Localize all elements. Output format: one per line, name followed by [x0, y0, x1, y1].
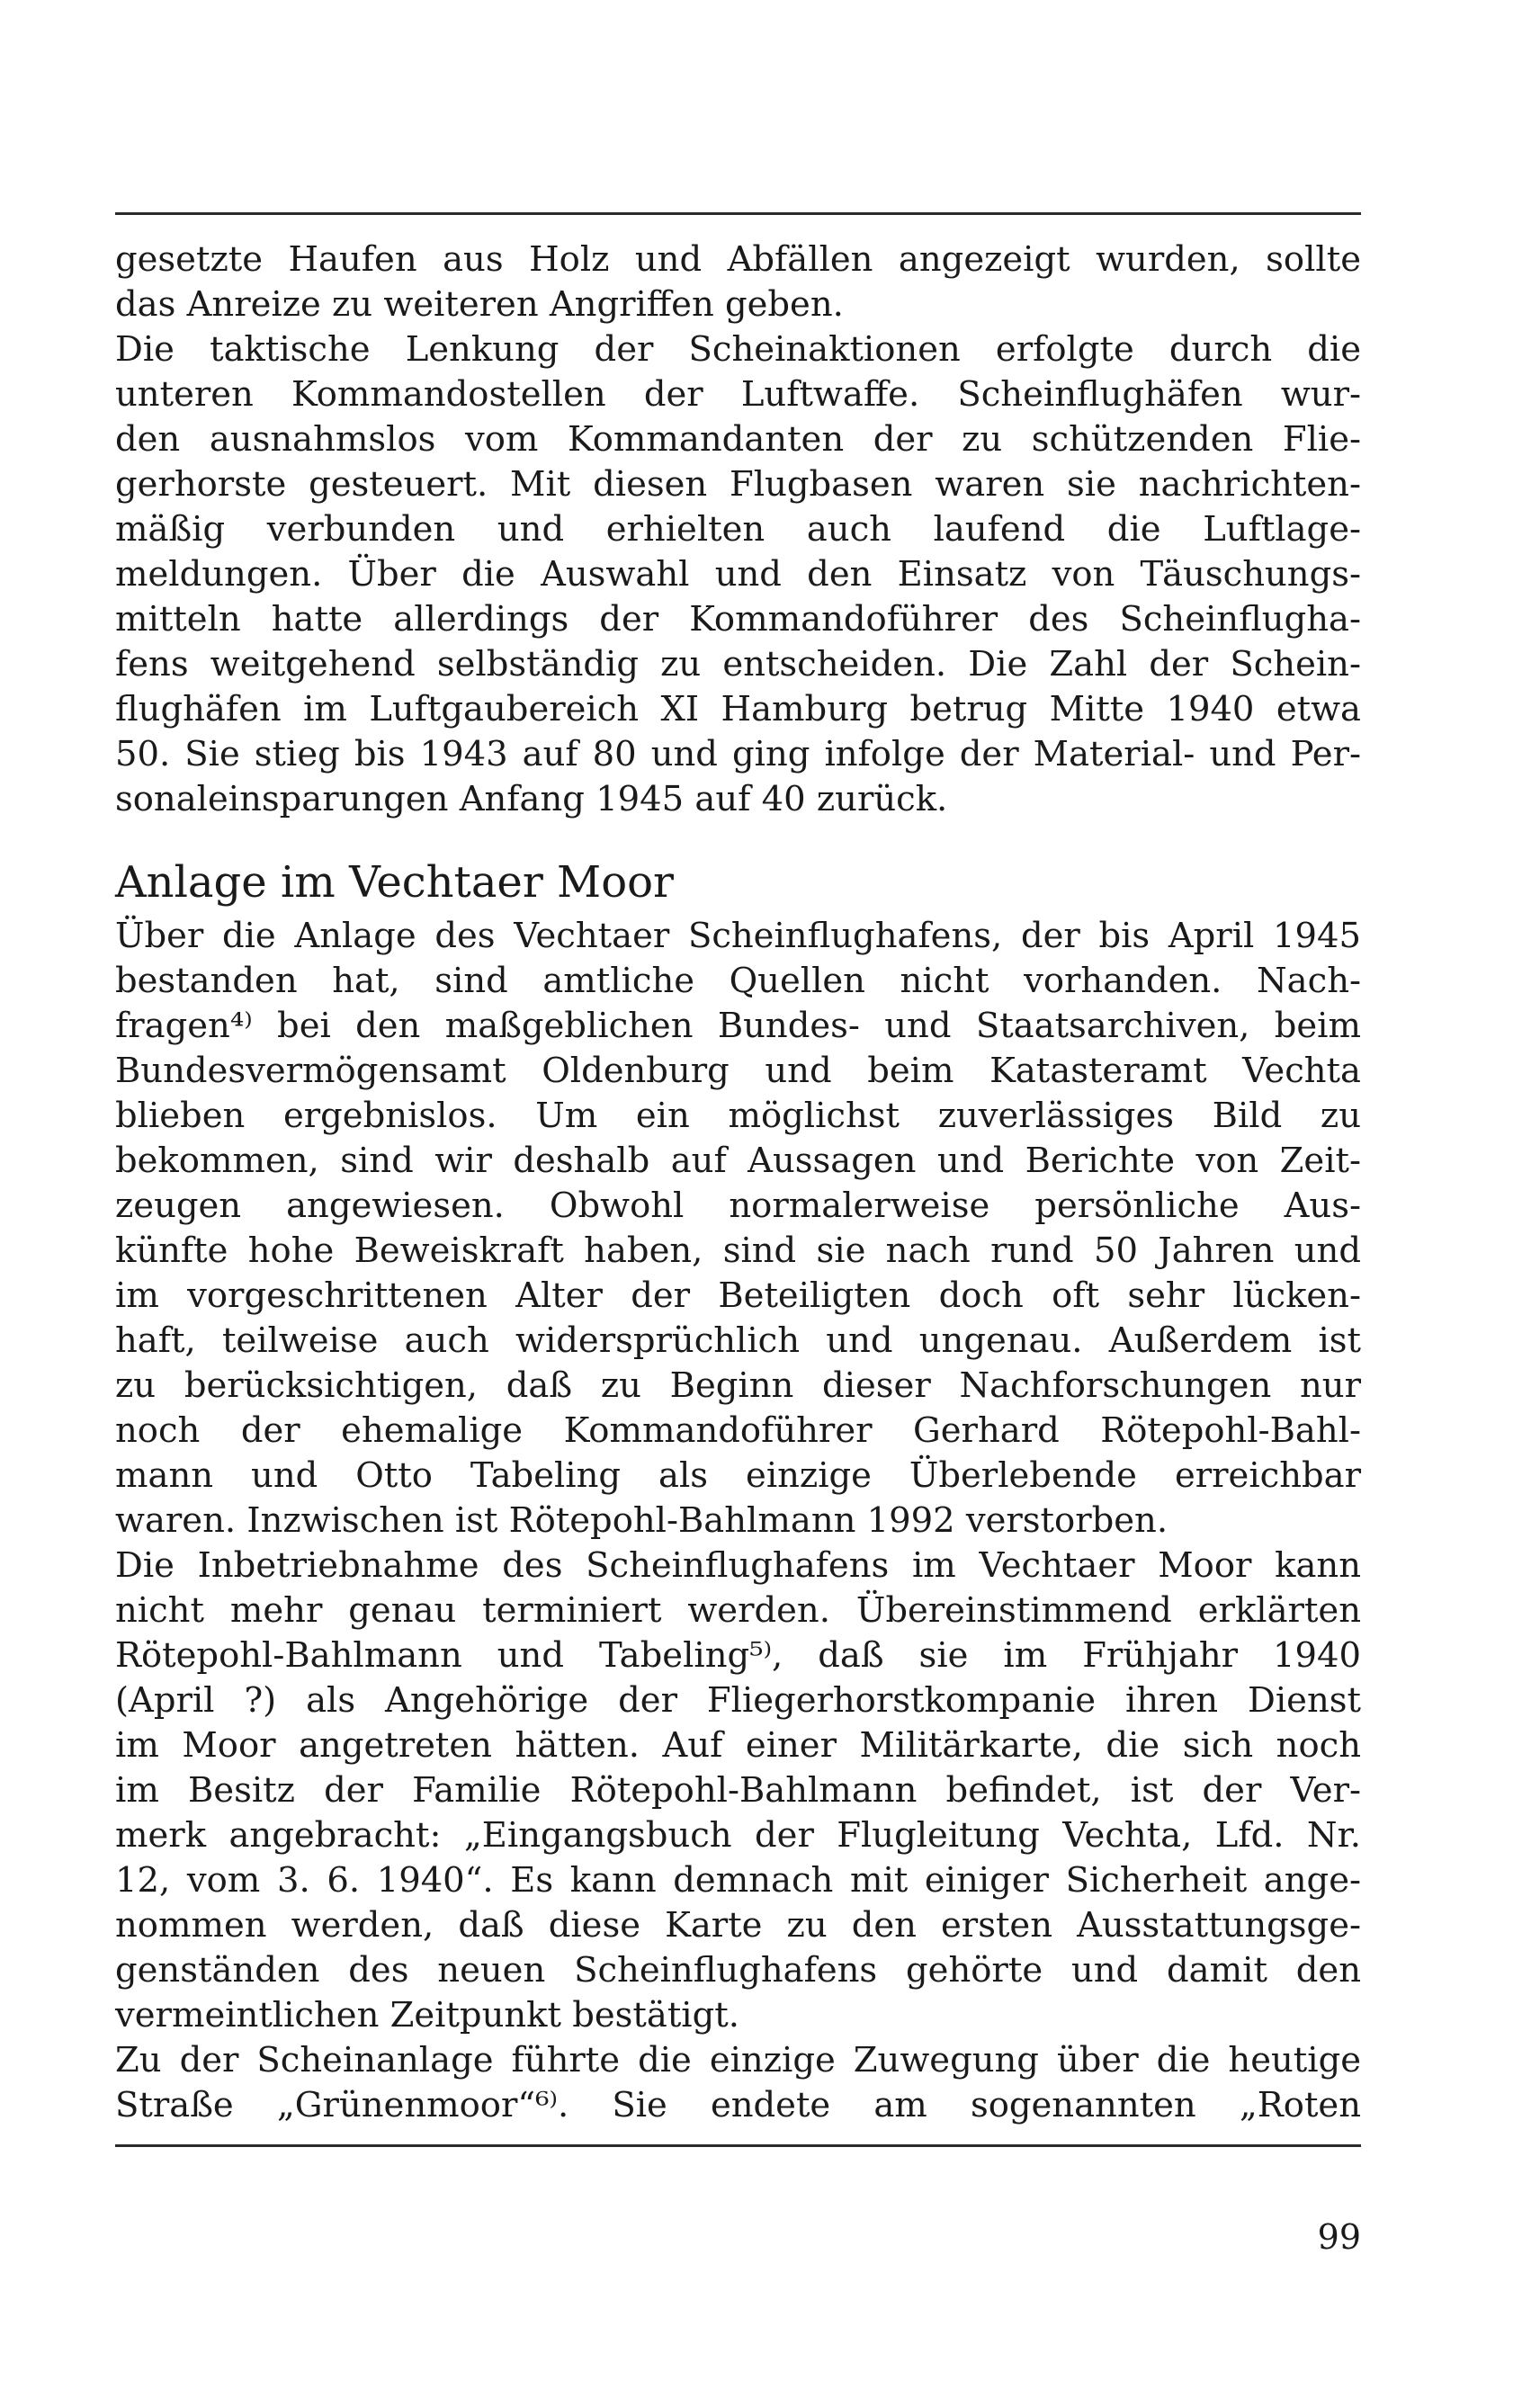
- text-line: im vorgeschrittenen Alter der Beteiligten doch oft sehr lücken-: [115, 1275, 1361, 1316]
- text-line: Rötepohl-Bahlmann und Tabeling⁵⁾, daß sie im Frühjahr 1940: [115, 1635, 1361, 1676]
- text-line: bekommen, sind wir deshalb auf Aussagen und Berichte von Zeit-: [115, 1141, 1361, 1181]
- text-line: sonaleinsparungen Anfang 1945 auf 40 zurück.: [115, 779, 948, 819]
- bottom-rule: [115, 2144, 1361, 2147]
- text-line: genständen des neuen Scheinflughafens gehörte und damit den: [115, 1950, 1361, 1991]
- text-line: im Besitz der Familie Rötepohl-Bahlmann befindet, ist der Ver-: [115, 1770, 1361, 1811]
- text-line: 50. Sie stieg bis 1943 auf 80 und ging infolge der Material- und Per-: [115, 734, 1361, 774]
- text-line: noch der ehemalige Kommandoführer Gerhard Rötepohl-Bahl-: [115, 1410, 1361, 1451]
- text-line: im Moor angetreten hätten. Auf einer Militärkarte, die sich noch: [115, 1725, 1361, 1766]
- text-line: den ausnahmslos vom Kommandanten der zu schützenden Flie-: [115, 419, 1361, 460]
- text-line: Die taktische Lenkung der Scheinaktionen erfolgte durch die: [115, 329, 1361, 370]
- text-line: vermeintlichen Zeitpunkt bestätigt.: [115, 1995, 739, 2036]
- text-line: Bundesvermögensamt Oldenburg und beim Katasteramt Vechta: [115, 1051, 1361, 1091]
- text-line: zu berücksichtigen, daß zu Beginn dieser Nachforschungen nur: [115, 1365, 1361, 1406]
- text-line: Über die Anlage des Vechtaer Scheinflughafens, der bis April 1945: [115, 916, 1361, 956]
- text-line: merk angebracht: „Eingangsbuch der Flugleitung Vechta, Lfd. Nr.: [115, 1815, 1361, 1856]
- text-line: blieben ergebnislos. Um ein möglichst zuverlässiges Bild zu: [115, 1096, 1361, 1136]
- text-line: nommen werden, daß diese Karte zu den ersten Ausstattungsge-: [115, 1905, 1361, 1946]
- text-line: gerhorste gesteuert. Mit diesen Flugbasen waren sie nachrichten-: [115, 464, 1361, 505]
- text-line: fens weitgehend selbständig zu entscheiden. Die Zahl der Schein-: [115, 644, 1361, 684]
- text-line: mann und Otto Tabeling als einzige Überlebende erreichbar: [115, 1455, 1361, 1496]
- text-line: zeugen angewiesen. Obwohl normalerweise persönliche Aus-: [115, 1186, 1361, 1226]
- text-line: meldungen. Über die Auswahl und den Einsatz von Täuschungs-: [115, 554, 1361, 595]
- text-block-intro: [115, 237, 1361, 822]
- text-line: haft, teilweise auch widersprüchlich und ungenau. Außerdem ist: [115, 1320, 1361, 1361]
- text-line: 12, vom 3. 6. 1940“. Es kann demnach mit einiger Sicherheit ange-: [115, 1860, 1361, 1901]
- text-line: unteren Kommandostellen der Luftwaffe. Scheinflughäfen wur-: [115, 374, 1361, 415]
- text-line: Straße „Grünenmoor“⁶⁾. Sie endete am sogenannten „Roten: [115, 2085, 1361, 2125]
- text-line: mäßig verbunden und erhielten auch laufend die Luftlage-: [115, 509, 1361, 550]
- text-line: das Anreize zu weiteren Angriffen geben.: [115, 284, 844, 325]
- text-line: Die Inbetriebnahme des Scheinflughafens im Vechtaer Moor kann: [115, 1545, 1361, 1586]
- text-block-section: [115, 914, 1361, 2128]
- text-line: waren. Inzwischen ist Rötepohl-Bahlmann 1992 verstorben.: [115, 1500, 1168, 1541]
- text-line: fragen⁴⁾ bei den maßgeblichen Bundes- und Staatsarchiven, beim: [115, 1006, 1361, 1046]
- text-line: bestanden hat, sind amtliche Quellen nicht vorhanden. Nach-: [115, 961, 1361, 1001]
- text-line: nicht mehr genau terminiert werden. Übereinstimmend erklärten: [115, 1590, 1361, 1631]
- text-line: gesetzte Haufen aus Holz und Abfällen angezeigt wurden, sollte: [115, 239, 1361, 280]
- top-rule: [115, 212, 1361, 215]
- text-line: mitteln hatte allerdings der Kommandoführer des Scheinflugha-: [115, 599, 1361, 640]
- text-line: flughäfen im Luftgaubereich XI Hamburg betrug Mitte 1940 etwa: [115, 689, 1361, 729]
- text-line: (April ?) als Angehörige der Fliegerhorstkompanie ihren Dienst: [115, 1680, 1361, 1721]
- text-line: Zu der Scheinanlage führte die einzige Zuwegung über die heutige: [115, 2040, 1361, 2080]
- page-number: 99: [1317, 2217, 1361, 2257]
- section-heading: Anlage im Vechtaer Moor: [115, 857, 674, 908]
- text-line: künfte hohe Beweiskraft haben, sind sie nach rund 50 Jahren und: [115, 1230, 1361, 1271]
